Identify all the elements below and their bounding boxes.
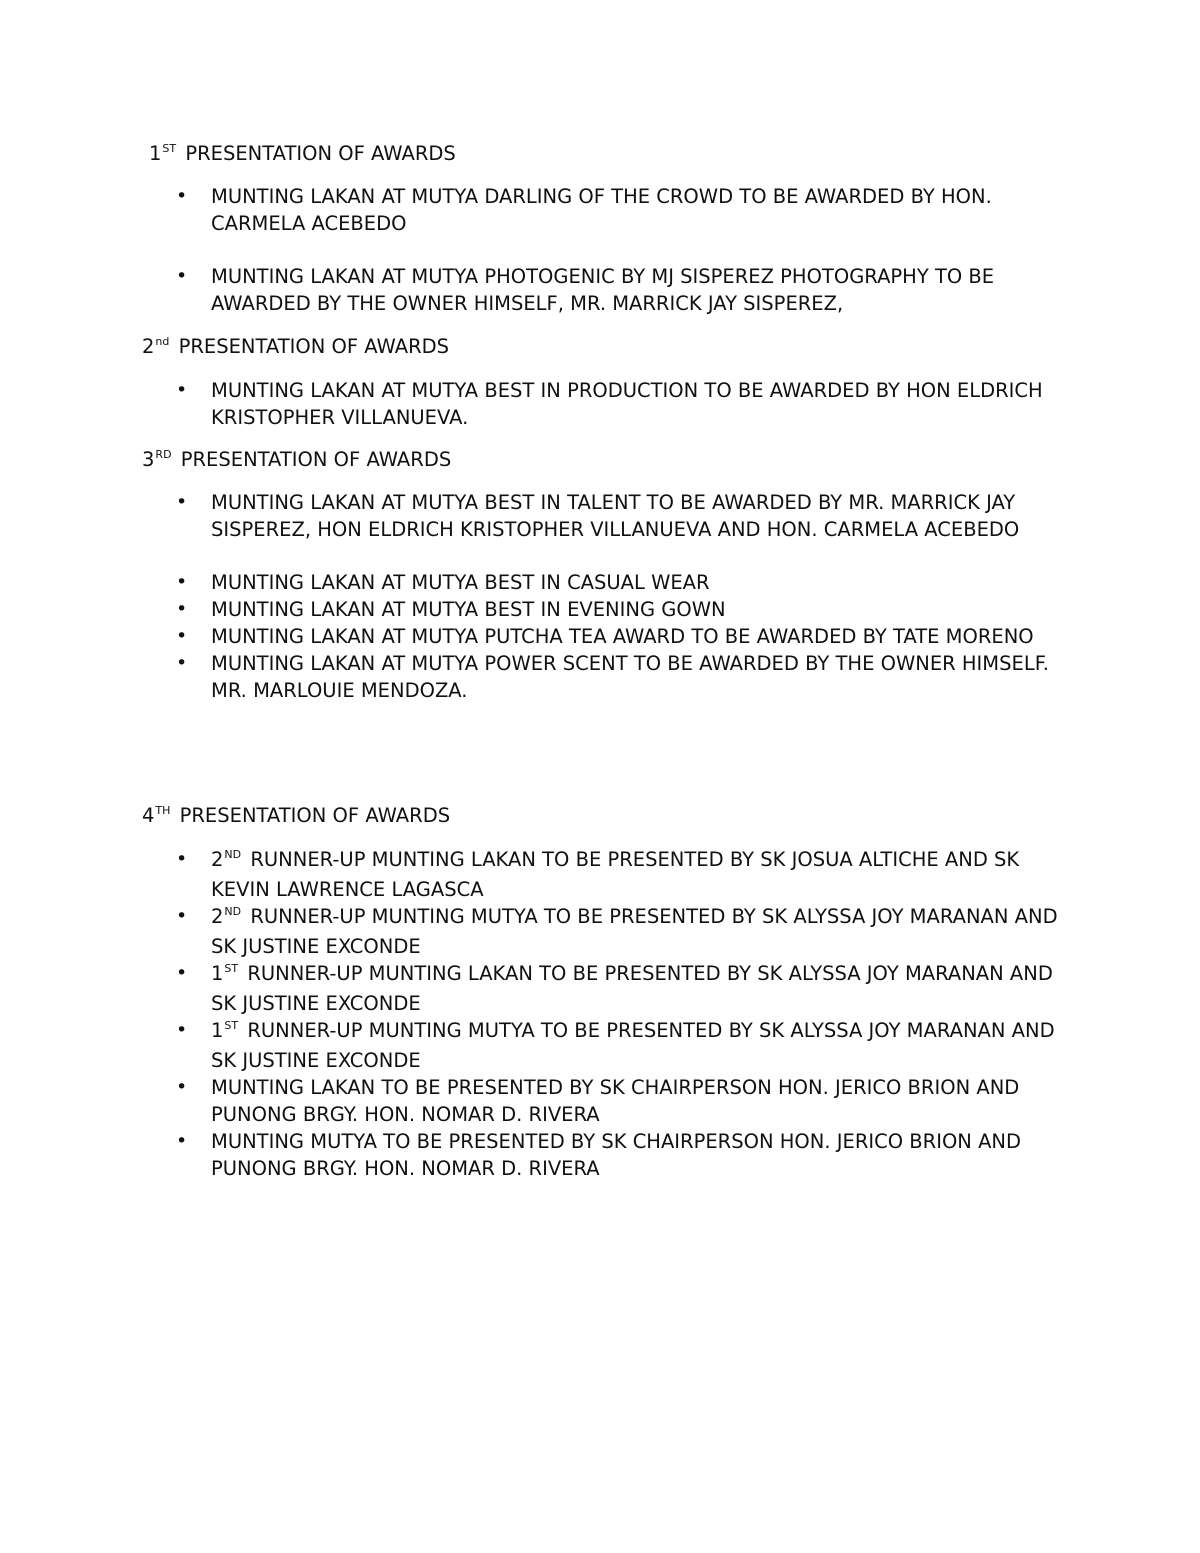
section-list-4 [142,846,1071,1182]
list-item-text: RUNNER-UP MUNTING LAKAN TO BE PRESENTED BY SK JOSUA ALTICHE AND SK KEVIN LAWRENCE LAGASCA [211,848,1020,901]
list-item-text: RUNNER-UP MUNTING MUTYA TO BE PRESENTED BY SK ALYSSA JOY MARANAN AND SK JUSTINE EXCONDE [211,905,1058,958]
list-item [142,377,1071,431]
item-ordinal: 1 [211,1019,224,1042]
bullet-icon: • [176,848,188,870]
list-item [142,263,1071,317]
list-item-text: MUNTING LAKAN AT MUTYA BEST IN PRODUCTION TO BE AWARDED BY HON ELDRICH KRISTOPHER VILLANUEVA. [211,379,1043,429]
section-heading-1 [149,140,456,170]
list-item-text: MUNTING LAKAN AT MUTYA DARLING OF THE CROWD TO BE AWARDED BY HON. CARMELA ACEBEDO [211,185,992,235]
list-item [142,623,1071,650]
list-item-text: MUNTING LAKAN AT MUTYA PHOTOGENIC BY MJ SISPEREZ PHOTOGRAPHY TO BE AWARDED BY THE OWNER HIMSELF, MR. MARRICK JAY SISPEREZ, [211,265,995,315]
section-list-3 [142,489,1071,704]
bullet-icon: • [176,598,188,620]
list-item [142,960,1071,1017]
list-item-text: MUNTING LAKAN TO BE PRESENTED BY SK CHAIRPERSON HON. JERICO BRION AND PUNONG BRGY. HON. NOMAR D. RIVERA [211,1076,1020,1126]
list-item-text: MUNTING LAKAN AT MUTYA BEST IN EVENING GOWN [211,598,726,621]
item-ordinal-suffix: ST [224,962,239,975]
list-item [142,1017,1071,1074]
list-item-text: MUNTING LAKAN AT MUTYA PUTCHA TEA AWARD TO BE AWARDED BY TATE MORENO [211,625,1034,648]
heading-ordinal-suffix: TH [155,804,171,817]
heading-ordinal: 4 [142,804,155,827]
bullet-icon: • [176,185,188,207]
section-heading-3 [142,446,451,476]
list-item [142,489,1071,543]
bullet-icon: • [176,379,188,401]
bullet-icon: • [176,962,188,984]
section-list-1 [142,183,1071,317]
item-ordinal: 1 [211,962,224,985]
list-item-text: MUNTING LAKAN AT MUTYA BEST IN CASUAL WEAR [211,571,710,594]
heading-ordinal: 3 [142,448,155,471]
list-item [142,846,1071,903]
bullet-icon: • [176,491,188,513]
list-item-text: RUNNER-UP MUNTING LAKAN TO BE PRESENTED BY SK ALYSSA JOY MARANAN AND SK JUSTINE EXCONDE [211,962,1053,1015]
heading-title: PRESENTATION OF AWARDS [173,804,451,827]
list-item [142,183,1071,237]
item-ordinal-suffix: ND [224,848,242,861]
heading-ordinal-suffix: ST [162,142,177,155]
bullet-icon: • [176,652,188,674]
list-item [142,1128,1071,1182]
list-item-text: MUNTING LAKAN AT MUTYA BEST IN TALENT TO BE AWARDED BY MR. MARRICK JAY SISPEREZ, HON ELDRICH KRISTOPHER VILLANUEVA AND HON. CARMELA ACEBEDO [211,491,1020,541]
item-ordinal: 2 [211,848,224,871]
heading-ordinal-suffix: nd [155,335,170,348]
bullet-icon: • [176,905,188,927]
list-item [142,1074,1071,1128]
heading-ordinal: 1 [149,142,162,165]
bullet-icon: • [176,1019,188,1041]
bullet-icon: • [176,1130,188,1152]
list-item-text: MUNTING LAKAN AT MUTYA POWER SCENT TO BE AWARDED BY THE OWNER HIMSELF. MR. MARLOUIE MENDOZA. [211,652,1049,702]
bullet-icon: • [176,1076,188,1098]
list-item [142,569,1071,596]
item-ordinal: 2 [211,905,224,928]
heading-title: PRESENTATION OF AWARDS [179,142,456,165]
heading-title: PRESENTATION OF AWARDS [172,335,450,358]
section-list-2 [142,377,1071,431]
item-ordinal-suffix: ST [224,1019,239,1032]
heading-title: PRESENTATION OF AWARDS [174,448,452,471]
bullet-icon: • [176,571,188,593]
list-item-text: MUNTING MUTYA TO BE PRESENTED BY SK CHAIRPERSON HON. JERICO BRION AND PUNONG BRGY. HON. NOMAR D. RIVERA [211,1130,1022,1180]
list-item [142,650,1071,704]
heading-ordinal: 2 [142,335,155,358]
bullet-icon: • [176,625,188,647]
section-heading-4 [142,802,450,832]
heading-ordinal-suffix: RD [155,448,172,461]
bullet-icon: • [176,265,188,287]
item-ordinal-suffix: ND [224,905,242,918]
section-heading-2 [142,333,449,363]
list-item [142,903,1071,960]
list-item [142,596,1071,623]
list-item-text: RUNNER-UP MUNTING MUTYA TO BE PRESENTED BY SK ALYSSA JOY MARANAN AND SK JUSTINE EXCONDE [211,1019,1055,1072]
